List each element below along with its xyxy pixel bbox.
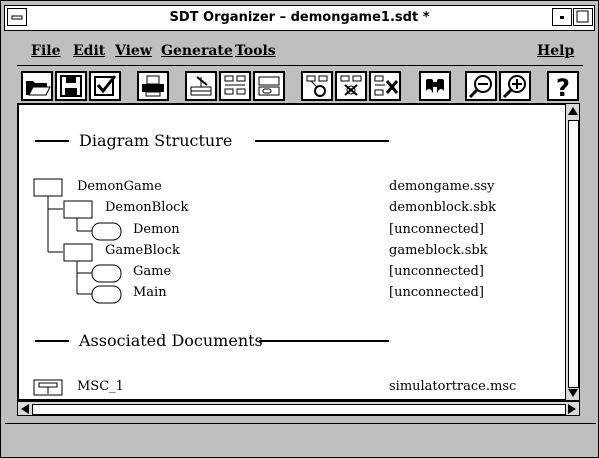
toolbar (17, 67, 583, 105)
help-icon (549, 73, 577, 99)
maximize-button[interactable] (573, 8, 593, 26)
menu-bar (17, 37, 583, 65)
process-icon (91, 285, 123, 305)
zoom-in-icon (501, 73, 529, 99)
menu-help[interactable]: Help (537, 43, 575, 59)
menu-generate[interactable]: Generate (161, 43, 233, 59)
zoom-out-button[interactable] (465, 71, 497, 101)
disconnect-button[interactable] (335, 71, 367, 101)
block-button[interactable] (253, 71, 285, 101)
zoom-in-button[interactable] (499, 71, 531, 101)
section-associated-documents: Associated Documents (79, 331, 263, 350)
menu-view[interactable]: View (115, 43, 152, 59)
maximize-icon (574, 9, 592, 25)
vertical-scrollbar[interactable] (565, 103, 580, 401)
system-icon (33, 178, 63, 198)
scroll-up-icon[interactable] (567, 105, 579, 117)
open-icon (23, 73, 51, 99)
vertical-scroll-thumb[interactable] (568, 120, 579, 388)
tree-item-gameblock[interactable]: GameBlock (105, 243, 180, 258)
connect-button[interactable] (301, 71, 333, 101)
section-diagram-structure: Diagram Structure (79, 131, 233, 150)
file-demonblock: demonblock.sbk (389, 200, 497, 215)
save-icon (57, 73, 85, 99)
tree-item-main[interactable]: Main (133, 285, 167, 300)
delete-connection-button[interactable] (369, 71, 401, 101)
document-msc-1[interactable]: MSC_1 (77, 379, 124, 394)
process-icon (91, 222, 123, 242)
horizontal-scroll-thumb[interactable] (32, 404, 566, 415)
msc-icon (33, 379, 63, 397)
file-msc-1: simulatortrace.msc (389, 379, 517, 394)
menu-divider (17, 65, 583, 66)
print-icon (139, 73, 167, 99)
disconnect-icon (337, 73, 365, 99)
window-title: SDT Organizer – demongame1.sdt * (169, 10, 430, 25)
block-icon (63, 243, 93, 263)
block-icon (63, 200, 93, 220)
binoculars-icon (421, 73, 449, 99)
tree-item-demon[interactable]: Demon (133, 222, 180, 237)
tree-icon (221, 73, 249, 99)
file-main: [unconnected] (389, 285, 484, 300)
connect-icon (303, 73, 331, 99)
tree-button[interactable] (219, 71, 251, 101)
help-button[interactable] (547, 71, 579, 101)
delete-connection-icon (371, 73, 399, 99)
menu-tools[interactable]: Tools (235, 43, 276, 59)
file-demongame: demongame.ssy (389, 179, 495, 194)
edit-diagram-icon (187, 73, 215, 99)
status-bar (5, 419, 596, 437)
file-gameblock: gameblock.sbk (389, 243, 488, 258)
organizer-view[interactable] (17, 103, 568, 401)
tree-item-demongame[interactable]: DemonGame (77, 179, 162, 194)
file-game: [unconnected] (389, 264, 484, 279)
scroll-left-icon[interactable] (19, 403, 31, 415)
menu-file[interactable]: File (31, 43, 61, 59)
title-bar[interactable] (4, 5, 595, 31)
process-icon (91, 264, 123, 284)
check-button[interactable] (89, 71, 121, 101)
find-button[interactable] (419, 71, 451, 101)
zoom-out-icon (467, 73, 495, 99)
tree-item-game[interactable]: Game (133, 264, 172, 279)
save-button[interactable] (55, 71, 87, 101)
open-button[interactable] (21, 71, 53, 101)
scroll-right-icon[interactable] (566, 403, 578, 415)
edit-diagram-button[interactable] (185, 71, 217, 101)
svg-text:?: ? (556, 74, 570, 99)
file-demon: [unconnected] (389, 222, 484, 237)
menu-edit[interactable]: Edit (73, 43, 106, 59)
block-icon (255, 73, 283, 99)
tree-item-demonblock[interactable]: DemonBlock (105, 200, 189, 215)
minimize-icon (553, 9, 571, 25)
horizontal-scrollbar[interactable] (17, 401, 580, 416)
status-divider (5, 423, 596, 424)
print-button[interactable] (137, 71, 169, 101)
check-icon (91, 73, 119, 99)
scroll-down-icon[interactable] (567, 387, 579, 399)
minimize-button[interactable] (552, 8, 572, 26)
